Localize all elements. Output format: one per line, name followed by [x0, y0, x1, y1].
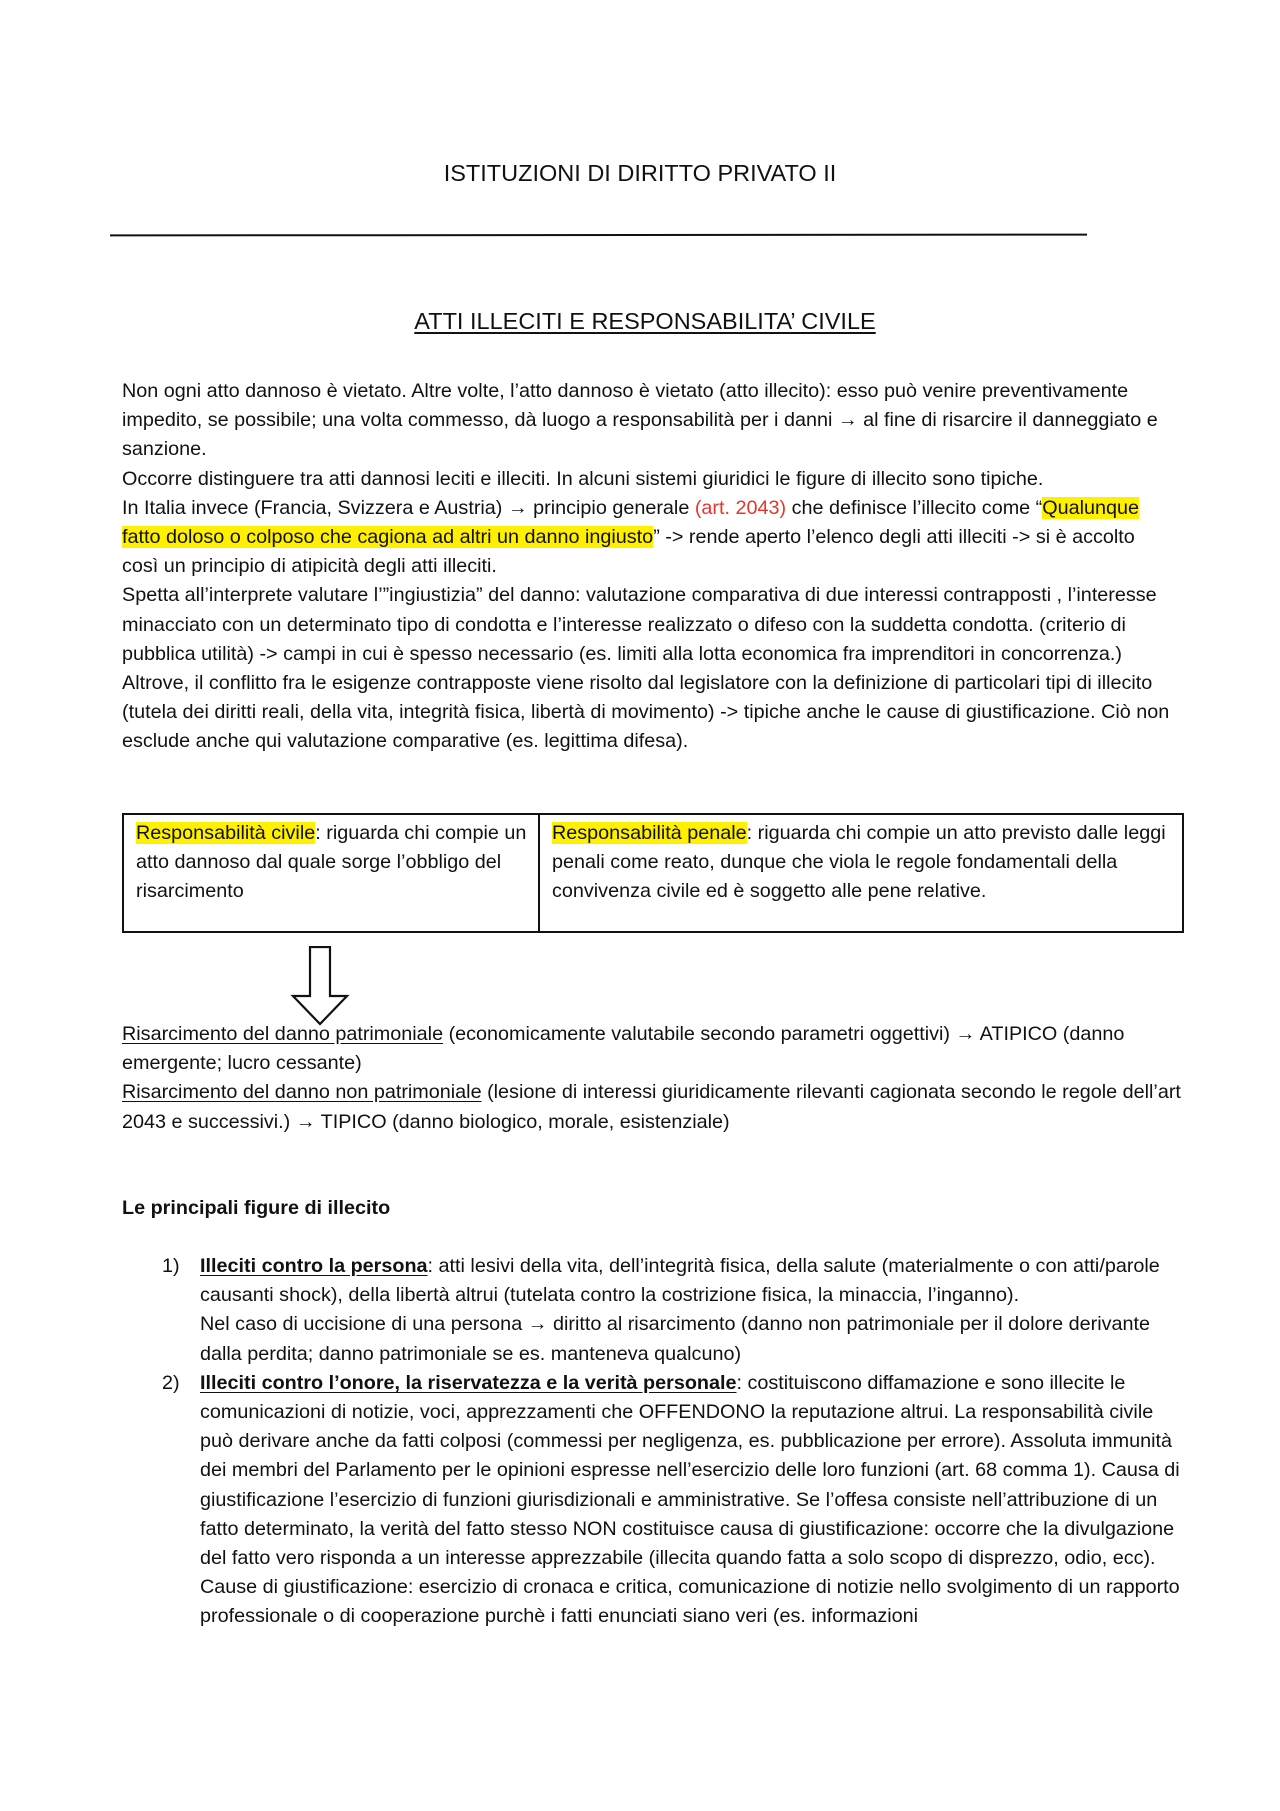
- section-title: ATTI ILLECITI E RESPONSABILITA’ CIVILE: [414, 308, 876, 334]
- list-item: [122, 1252, 1182, 1369]
- list-item-number: 1): [162, 1255, 180, 1277]
- list-item-text: [200, 1369, 1182, 1632]
- risarcimento-text: [122, 1020, 1182, 1137]
- intro-paragraph-5: Altrove, il conflitto fra le esigenze contrapposte viene risolto dal legislatore con la definizione di particolari tipi di illecito (tutela dei diritti reali, della vita, integrità fisica, libertà di movimento) -> tipiche anche le cause di giustificazione. Ciò non esclude anche qui valutazione comparative (es. legittima difesa).: [122, 672, 1170, 753]
- civil-liability-text: : riguarda chi compie un atto dannoso dal quale sorge l’obbligo del risarcimento: [136, 822, 527, 903]
- article-2043-quote: Qualunque fatto doloso o colposo che cagiona ad altri un danno ingiusto: [122, 496, 1140, 549]
- title-divider: [110, 234, 1087, 237]
- list-item-body: : costituiscono diffamazione e sono illecite le comunicazioni di notizie, voci, apprezzamenti che OFFENDONO la reputazione altrui. La responsabilità civile può derivare anche da fatti colposi (commessi per negligenza, es. pubblicazione per errore). Assoluta immunità dei membri del Parlamento per le opinioni espresse nell’esercizio delle loro funzioni (art. 68 comma 1). Causa di giustificazione l’esercizio di funzioni giurisdizionali e amministrative. Se l’offesa consiste nell’attribuzione di un fatto determinato, la verità del fatto stesso NON costituisce causa di giustificazione: occorre che la divulgazione del fatto vero risponda a un interesse apprezzabile (illecita quando fatta a solo scopo di disprezzo, odio, ecc). Cause di giustificazione: esercizio di cronaca e critica, comunicazione di notizie nello svolgimento di un rapporto professionale o di cooperazione purchè i fatti enunciati siano veri (es. informazioni: [200, 1371, 1180, 1628]
- patrimonial-damage-paragraph: [122, 1020, 1182, 1078]
- non-patrimonial-damage-paragraph: [122, 1078, 1182, 1136]
- list-item-extra: Nel caso di uccisione di una persona → diritto al risarcimento (danno non patrimoniale per il dolore derivante dalla perdita; danno patrimoniale se es. manteneva qualcuno): [200, 1313, 1151, 1365]
- patrimonial-damage-text: (economicamente valutabile secondo parametri oggettivi) → ATIPICO (danno emergente; lucro cessante): [122, 1023, 1125, 1075]
- intro-paragraph-1: Non ogni atto dannoso è vietato. Altre volte, l’atto dannoso è vietato (atto illecito): esso può venire preventivamente impedito, se possibile; una volta commesso, dà luogo a responsabilità per i danni → al fine di risarcire il danneggiato e sanzione.: [122, 380, 1158, 461]
- intro-paragraph-3: [122, 494, 1172, 582]
- intro-paragraph-4: Spetta all’interprete valutare l’”ingiustizia” del danno: valutazione comparativa di due interessi contrapposti , l’interesse minacciato con un determinato tipo di condotta e l’interesse realizzato o difeso con la suddetta condotta. (criterio di pubblica utilità) -> campi in cui è spesso necessario (es. limiti alla lotta economica fra imprenditori in concorrenza.): [122, 584, 1157, 665]
- document-title: ISTITUZIONI DI DIRITTO PRIVATO II: [443, 160, 837, 186]
- non-patrimonial-damage-label: Risarcimento del danno non patrimoniale: [122, 1081, 482, 1104]
- list-item-number: 2): [162, 1371, 180, 1394]
- figures-heading: Le principali figure di illecito: [122, 1197, 391, 1219]
- responsibility-table: [122, 813, 1184, 933]
- figures-list: [122, 1252, 1182, 1632]
- down-arrow-icon: [290, 946, 350, 1026]
- list-item-label: Illeciti contro la persona: [200, 1255, 428, 1277]
- criminal-liability-cell: [539, 814, 1183, 932]
- intro-p3-start: In Italia invece (Francia, Svizzera e Austria) → principio generale: [122, 496, 695, 519]
- intro-paragraph-2: Occorre distinguere tra atti dannosi leciti e illeciti. In alcuni sistemi giuridici le figure di illecito sono tipiche.: [122, 467, 1044, 490]
- criminal-liability-label: Responsabilità penale: [552, 822, 747, 844]
- list-item-text: [200, 1252, 1182, 1310]
- intro-text: [122, 377, 1172, 757]
- intro-p3-end: ” -> rende aperto l’elenco degli atti illeciti -> si è accolto così un principio di atipicità degli atti illeciti.: [122, 526, 1135, 578]
- criminal-liability-text: : riguarda chi compie un atto previsto dalle leggi penali come reato, dunque che viola le regole fondamentali della convivenza civile ed è soggetto alle pene relative.: [552, 822, 1166, 903]
- list-item-label: Illeciti contro l’onore, la riservatezza e la verità personale: [200, 1371, 737, 1394]
- table-row: [123, 814, 1183, 932]
- non-patrimonial-damage-text: (lesione di interessi giuridicamente rilevanti cagionata secondo le regole dell’art 2043 e successivi.) → TIPICO (danno biologico, morale, esistenziale): [122, 1081, 1181, 1133]
- civil-liability-label: Responsabilità civile: [136, 822, 316, 844]
- civil-liability-cell: [123, 814, 539, 932]
- article-2043-reference: (art. 2043): [694, 496, 787, 519]
- list-item: [122, 1369, 1182, 1632]
- intro-p3-middle: che definisce l’illecito come “: [786, 496, 1043, 519]
- list-item-body: : atti lesivi della vita, dell’integrità fisica, della salute (materialmente o con atti/parole causanti shock), della libertà altrui (tutelata contro la costrizione fisica, la minaccia, l’inganno).: [200, 1255, 1160, 1307]
- patrimonial-damage-label: Risarcimento del danno patrimoniale: [122, 1023, 444, 1045]
